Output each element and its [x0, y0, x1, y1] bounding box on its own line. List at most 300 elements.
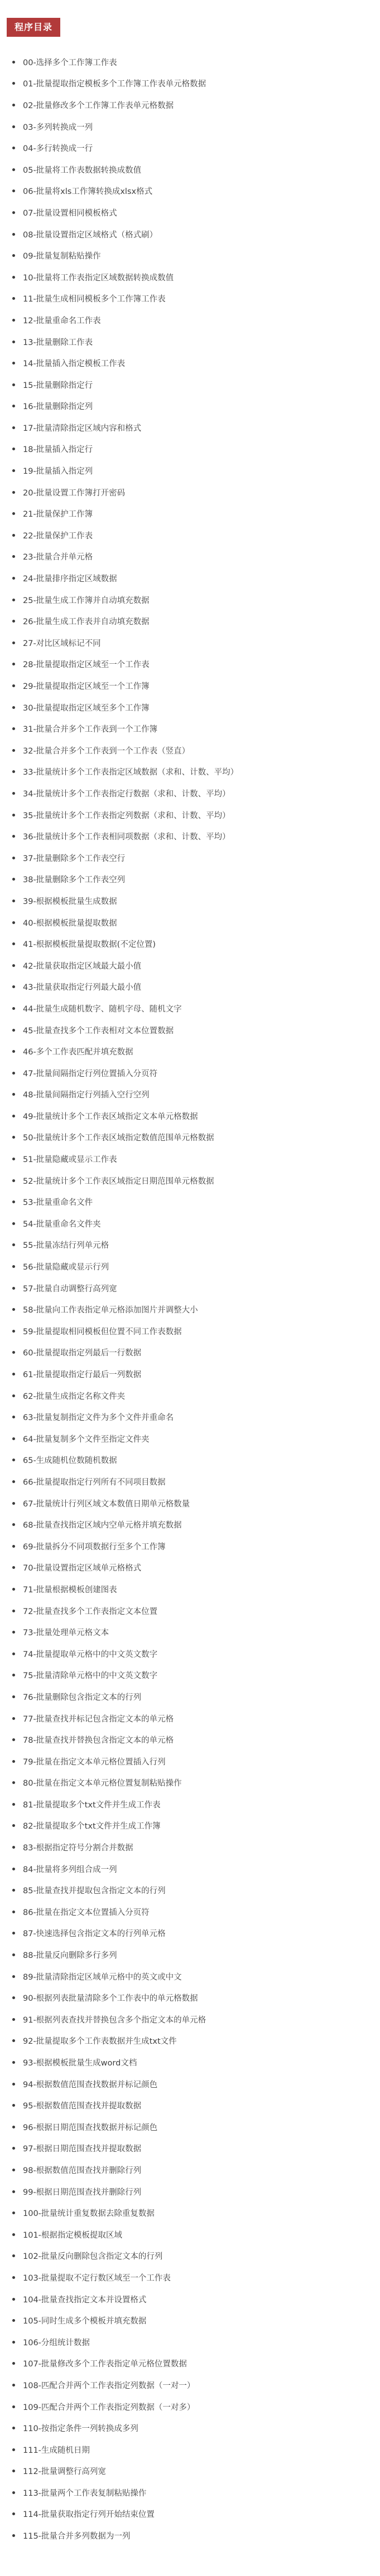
- toc-item-label: 67-批量统计行列区域文本数值日期单元格数量: [23, 1499, 190, 1509]
- toc-header: 程序目录: [7, 18, 60, 37]
- toc-item: [12, 503, 369, 524]
- toc-item-label: 59-批量提取相同模板但位置不同工作表数据: [23, 1327, 182, 1336]
- bullet-icon: [12, 900, 15, 902]
- toc-item: [12, 116, 369, 138]
- toc-item: [12, 2525, 369, 2546]
- bullet-icon: [12, 1222, 15, 1225]
- toc-item: [12, 1815, 369, 1837]
- toc-item: [12, 761, 369, 783]
- toc-item-label: 31-批量合并多个工作表到一个工作簿: [23, 725, 158, 735]
- bullet-icon: [12, 1330, 15, 1333]
- toc-item: [12, 1256, 369, 1277]
- toc-item: [12, 1858, 369, 1880]
- toc-item-label: 103-批量提取不定行数区域至一个工作表: [23, 2273, 171, 2283]
- bullet-icon: [12, 233, 15, 236]
- toc-item-label: 47-批量间隔指定行列位置插入分页符: [23, 1069, 158, 1078]
- bullet-icon: [12, 706, 15, 709]
- toc-item-label: 86-批量在指定文本位置插入分页符: [23, 1908, 150, 1917]
- toc-item: [12, 1578, 369, 1600]
- bullet-icon: [12, 2169, 15, 2171]
- bullet-icon: [12, 125, 15, 128]
- toc-item: [12, 654, 369, 675]
- toc-item: [12, 1643, 369, 1665]
- bullet-icon: [12, 147, 15, 149]
- toc-item-label: 22-批量保护工作表: [23, 531, 93, 541]
- toc-item: [12, 1944, 369, 1966]
- bullet-icon: [12, 1158, 15, 1160]
- toc-item: [12, 1213, 369, 1234]
- toc-item: [12, 1363, 369, 1385]
- bullet-icon: [12, 1631, 15, 1634]
- toc-item: [12, 2439, 369, 2461]
- toc-item: [12, 847, 369, 869]
- bullet-icon: [12, 1781, 15, 1784]
- toc-item-label: 18-批量插入指定行: [23, 445, 93, 455]
- toc-item: [12, 1127, 369, 1149]
- toc-item-label: 08-批量设置指定区域格式（格式刷）: [23, 230, 158, 240]
- bullet-icon: [12, 663, 15, 665]
- toc-item: [12, 1428, 369, 1450]
- bullet-icon: [12, 168, 15, 171]
- bullet-icon: [12, 942, 15, 945]
- toc-item-label: 105-同时生成多个模板并填充数据: [23, 2317, 147, 2326]
- toc-item: [12, 976, 369, 998]
- bullet-icon: [12, 1437, 15, 1440]
- toc-item: [12, 546, 369, 568]
- toc-item-label: 102-批量反向删除包含指定文本的行列: [23, 2252, 163, 2262]
- toc-item-label: 84-批量将多列组合成一列: [23, 1865, 117, 1874]
- bullet-icon: [12, 189, 15, 192]
- toc-item-label: 37-批量删除多个工作表空行: [23, 854, 126, 863]
- toc-item: [12, 2138, 369, 2160]
- toc-item: [12, 73, 369, 95]
- bullet-icon: [12, 1394, 15, 1397]
- toc-item: [12, 2310, 369, 2331]
- toc-item-label: 106-分组统计数据: [23, 2338, 90, 2347]
- toc-item-label: 38-批量删除多个工作表空列: [23, 876, 126, 885]
- toc-item-label: 113-批量两个工作表复制粘贴操作: [23, 2488, 147, 2498]
- bullet-icon: [12, 2212, 15, 2214]
- toc-item-label: 108-匹配合并两个工作表指定列数据（一对一）: [23, 2381, 195, 2390]
- toc-item-label: 73-批量处理单元格文本: [23, 1629, 109, 1638]
- toc-item: [12, 1708, 369, 1729]
- bullet-icon: [12, 426, 15, 429]
- bullet-icon: [12, 857, 15, 859]
- bullet-icon: [12, 512, 15, 515]
- toc-item: [12, 2482, 369, 2504]
- toc-item: [12, 1320, 369, 1342]
- bullet-icon: [12, 1007, 15, 1010]
- toc-item: [12, 632, 369, 654]
- bullet-icon: [12, 1868, 15, 1870]
- toc-item-label: 100-批量统计重复数据去除重复数据: [23, 2209, 155, 2219]
- toc-item: [12, 2009, 369, 2030]
- bullet-icon: [12, 1803, 15, 1806]
- bullet-icon: [12, 1717, 15, 1720]
- bullet-icon: [12, 1072, 15, 1075]
- toc-item-label: 77-批量查找并标记包含指定文本的单元格: [23, 1714, 174, 1724]
- toc-item: [12, 1342, 369, 1364]
- toc-item: [12, 2504, 369, 2525]
- bullet-icon: [12, 2384, 15, 2387]
- toc-item-label: 46-多个工作表匹配并填充数据: [23, 1048, 133, 1057]
- bullet-icon: [12, 1093, 15, 1096]
- toc-item: [12, 1557, 369, 1579]
- bullet-icon: [12, 1975, 15, 1978]
- bullet-icon: [12, 448, 15, 450]
- bullet-icon: [12, 1459, 15, 1461]
- toc-item-label: 21-批量保护工作簿: [23, 510, 93, 519]
- bullet-icon: [12, 2491, 15, 2494]
- toc-item: [12, 2073, 369, 2095]
- toc-item: [12, 1665, 369, 1686]
- toc-item-label: 11-批量生成相同模板多个工作簿工作表: [23, 295, 166, 304]
- toc-item-label: 88-批量反向删除多行多列: [23, 1951, 117, 1961]
- bullet-icon: [12, 491, 15, 494]
- toc-item-label: 52-批量统计多个工作表区域指定日期范围单元格数据: [23, 1177, 214, 1186]
- toc-item-label: 57-批量自动调整行高列宽: [23, 1284, 117, 1294]
- toc-item: [12, 137, 369, 159]
- toc-item-label: 39-根据模板批量生成数据: [23, 897, 117, 906]
- toc-item-label: 114-批量获取指定行列开始结束位置: [23, 2510, 155, 2520]
- bullet-icon: [12, 1287, 15, 1290]
- toc-item-label: 85-批量查找并提取包含指定文本的行列: [23, 1887, 166, 1896]
- toc-item-label: 97-根据日期范围查找并提取数据: [23, 2145, 142, 2154]
- bullet-icon: [12, 2126, 15, 2128]
- toc-item-label: 111-生成随机日期: [23, 2446, 90, 2455]
- bullet-icon: [12, 1674, 15, 1676]
- bullet-icon: [12, 362, 15, 364]
- toc-item: [12, 2052, 369, 2073]
- bullet-icon: [12, 1652, 15, 1655]
- toc-item: [12, 825, 369, 847]
- toc-item-label: 76-批量删除包含指定文本的行列: [23, 1693, 142, 1702]
- bullet-icon: [12, 319, 15, 322]
- toc-item: [12, 912, 369, 934]
- toc-item: [12, 2267, 369, 2288]
- bullet-icon: [12, 254, 15, 257]
- toc-item-label: 24-批量排序指定区域数据: [23, 575, 117, 584]
- bullet-icon: [12, 2448, 15, 2451]
- bullet-icon: [12, 2298, 15, 2301]
- toc-item: [12, 1170, 369, 1192]
- toc-item-label: 65-生成随机位数随机数据: [23, 1456, 117, 1466]
- toc-item: [12, 1019, 369, 1041]
- bullet-icon: [12, 2061, 15, 2064]
- toc-item: [12, 1901, 369, 1923]
- toc-item-label: 42-批量获取指定区域最大最小值: [23, 961, 142, 971]
- bullet-icon: [12, 2147, 15, 2150]
- toc-item: [12, 2353, 369, 2375]
- toc-item: [12, 1621, 369, 1643]
- bullet-icon: [12, 1760, 15, 1763]
- toc-item: [12, 1191, 369, 1213]
- bullet-icon: [12, 1846, 15, 1849]
- toc-item-label: 45-批量查找多个工作表相对文本位置数据: [23, 1026, 174, 1036]
- bullet-icon: [12, 1308, 15, 1311]
- toc-item-label: 01-批量提取指定模板多个工作簿工作表单元格数据: [23, 80, 206, 89]
- bullet-icon: [12, 1523, 15, 1526]
- toc-item: [12, 1879, 369, 1901]
- toc-item-label: 82-批量提取多个txt文件并生成工作簿: [23, 1822, 161, 1831]
- toc-item-label: 63-批量复制指定文件为多个文件并重命名: [23, 1413, 174, 1423]
- bullet-icon: [12, 2276, 15, 2279]
- bullet-icon: [12, 2427, 15, 2429]
- toc-item: [12, 2246, 369, 2267]
- toc-item-label: 36-批量统计多个工作表相同项数据（求和、计数、平均）: [23, 833, 230, 842]
- bullet-icon: [12, 2362, 15, 2365]
- bullet-icon: [12, 1200, 15, 1203]
- toc-item-label: 74-批量提取单元格中的中文英文数字: [23, 1650, 158, 1659]
- toc-item: [12, 2224, 369, 2246]
- toc-item-label: 15-批量删除指定行: [23, 381, 93, 390]
- toc-item-label: 95-根据数值范围查找并提取数据: [23, 2102, 142, 2111]
- toc-item-label: 78-批量查找并替换包含指定文本的单元格: [23, 1736, 174, 1746]
- toc-item-label: 112-批量调整行高列宽: [23, 2467, 106, 2477]
- bullet-icon: [12, 2039, 15, 2042]
- toc-item-label: 81-批量提取多个txt文件并生成工作表: [23, 1800, 161, 1810]
- toc-item-label: 68-批量查找指定区域内空单元格并填充数据: [23, 1521, 182, 1530]
- toc-item: [12, 2159, 369, 2181]
- bullet-icon: [12, 1265, 15, 1268]
- toc-item-label: 92-批量提取多个工作表数据并生成txt文件: [23, 2037, 177, 2047]
- bullet-icon: [12, 1115, 15, 1117]
- bullet-icon: [12, 2470, 15, 2472]
- toc-item-label: 20-批量设置工作簿打开密码: [23, 488, 126, 498]
- bullet-icon: [12, 1889, 15, 1892]
- bullet-icon: [12, 577, 15, 580]
- toc-item: [12, 202, 369, 223]
- toc-item: [12, 1836, 369, 1858]
- bullet-icon: [12, 1050, 15, 1053]
- toc-item-label: 99-根据日期范围查找并删除行列: [23, 2188, 142, 2197]
- bullet-icon: [12, 469, 15, 472]
- toc-item-label: 00-选择多个工作簿工作表: [23, 58, 117, 67]
- toc-item: [12, 266, 369, 288]
- toc-item: [12, 51, 369, 73]
- bullet-icon: [12, 297, 15, 300]
- toc-item-label: 49-批量统计多个工作表区域指定文本单元格数据: [23, 1112, 198, 1121]
- toc-item-label: 16-批量删除指定列: [23, 402, 93, 412]
- toc-item: [12, 1600, 369, 1622]
- toc-item-label: 101-根据指定模板提取区域: [23, 2230, 122, 2240]
- toc-item: [12, 374, 369, 396]
- bullet-icon: [12, 2233, 15, 2236]
- bullet-icon: [12, 2104, 15, 2107]
- toc-item-label: 70-批量设置指定区域单元格格式: [23, 1564, 142, 1573]
- bullet-icon: [12, 985, 15, 988]
- toc-item: [12, 1148, 369, 1170]
- bullet-icon: [12, 104, 15, 106]
- bullet-icon: [12, 878, 15, 881]
- toc-item: [12, 1299, 369, 1320]
- bullet-icon: [12, 2254, 15, 2257]
- toc-item-label: 23-批量合并单元格: [23, 553, 93, 562]
- toc-item-label: 35-批量统计多个工作表指定列数据（求和、计数、平均）: [23, 811, 230, 820]
- toc-item: [12, 697, 369, 718]
- toc-item: [12, 955, 369, 976]
- toc-item-label: 28-批量提取指定区域至一个工作表: [23, 660, 150, 670]
- bullet-icon: [12, 749, 15, 752]
- bullet-icon: [12, 2341, 15, 2344]
- toc-item-label: 80-批量在指定文本单元格位置复制粘贴操作: [23, 1779, 182, 1788]
- toc-item-label: 40-根据模板批量提取数据: [23, 918, 117, 928]
- toc-item: [12, 2181, 369, 2203]
- toc-item: [12, 804, 369, 826]
- bullet-icon: [12, 2083, 15, 2086]
- toc-item-label: 05-批量将工作表数据转换成数值: [23, 166, 142, 175]
- toc-item: [12, 2374, 369, 2396]
- bullet-icon: [12, 383, 15, 386]
- toc-item-label: 56-批量隐藏或显示行列: [23, 1263, 109, 1272]
- toc-item: [12, 2461, 369, 2482]
- toc-item: [12, 1514, 369, 1535]
- toc-item-label: 48-批量间隔指定行列插入空行空列: [23, 1091, 150, 1100]
- toc-item: [12, 1406, 369, 1428]
- toc-item-label: 04-多行转换成一行: [23, 144, 93, 154]
- toc-item: [12, 2030, 369, 2052]
- toc-item: [12, 1471, 369, 1493]
- bullet-icon: [12, 1738, 15, 1741]
- toc-item: [12, 740, 369, 761]
- toc-item-label: 30-批量提取指定区域至多个工作簿: [23, 703, 150, 713]
- bullet-icon: [12, 1911, 15, 1913]
- bullet-icon: [12, 405, 15, 407]
- toc-item-label: 32-批量合并多个工作表到一个工作表（竖直）: [23, 746, 190, 756]
- toc-item-label: 115-批量合并多列数据为一列: [23, 2532, 131, 2541]
- toc-item-label: 66-批量提取指定行列所有不同项目数据: [23, 1477, 166, 1487]
- bullet-icon: [12, 1179, 15, 1182]
- toc-item: [12, 1493, 369, 1514]
- bullet-icon: [12, 1996, 15, 1999]
- toc-item: [12, 417, 369, 439]
- bullet-icon: [12, 211, 15, 214]
- toc-item: [12, 1686, 369, 1708]
- toc-item-label: 60-批量提取指定列最后一行数据: [23, 1349, 142, 1358]
- toc-item: [12, 1729, 369, 1751]
- bullet-icon: [12, 1588, 15, 1591]
- toc-item-label: 02-批量修改多个工作簿工作表单元格数据: [23, 101, 174, 110]
- toc-item-label: 43-批量获取指定行列最大最小值: [23, 983, 142, 993]
- toc-item: [12, 396, 369, 417]
- toc-item: [12, 94, 369, 116]
- toc-item: [12, 1751, 369, 1772]
- toc-item: [12, 1385, 369, 1407]
- bullet-icon: [12, 620, 15, 623]
- bullet-icon: [12, 2190, 15, 2193]
- toc-item-label: 110-按指定条件一列转换成多列: [23, 2424, 138, 2434]
- toc-item: [12, 309, 369, 331]
- toc-item-label: 83-根据指定符号分割合并数据: [23, 1844, 133, 1853]
- toc-item-label: 69-批量拆分不同项数据行至多个工作簿: [23, 1542, 166, 1552]
- bullet-icon: [12, 2512, 15, 2515]
- toc-item: [12, 331, 369, 353]
- toc-item-label: 87-快速选择包含指定文本的行列单元格: [23, 1929, 166, 1939]
- toc-item-label: 96-根据日期范围查找数据并标记颜色: [23, 2123, 158, 2132]
- toc-item-label: 62-批量生成指定名称文件夹: [23, 1392, 126, 1401]
- toc-item-label: 03-多列转换成一列: [23, 123, 93, 132]
- toc-item: [12, 223, 369, 245]
- toc-item: [12, 2094, 369, 2116]
- toc-item-label: 109-匹配合并两个工作表指定列数据（一对多）: [23, 2403, 195, 2412]
- toc-item-label: 34-批量统计多个工作表指定行数据（求和、计数、平均）: [23, 789, 230, 799]
- toc-item-label: 71-批量根据模板创建图表: [23, 1585, 117, 1595]
- bullet-icon: [12, 61, 15, 64]
- toc-item: [12, 245, 369, 266]
- bullet-icon: [12, 1502, 15, 1505]
- toc-item: [12, 1041, 369, 1062]
- toc-item-label: 90-根据列表批量清除多个工作表中的单元格数据: [23, 1994, 198, 2004]
- bullet-icon: [12, 2534, 15, 2537]
- toc-item-label: 06-批量将xls工作簿转换成xlsx格式: [23, 187, 153, 197]
- bullet-icon: [12, 341, 15, 343]
- toc-item-label: 55-批量冻结行列单元格: [23, 1241, 109, 1251]
- toc-item-label: 10-批量将工作表指定区域数据转换成数值: [23, 273, 174, 283]
- toc-item: [12, 1105, 369, 1127]
- toc-item-label: 94-根据数值范围查找数据并标记颜色: [23, 2080, 158, 2089]
- bullet-icon: [12, 82, 15, 85]
- bullet-icon: [12, 1953, 15, 1956]
- bullet-icon: [12, 792, 15, 795]
- bullet-icon: [12, 1545, 15, 1548]
- toc-item: [12, 181, 369, 202]
- toc-item: [12, 2202, 369, 2224]
- toc-item-label: 33-批量统计多个工作表指定区域数据（求和、计数、平均）: [23, 768, 239, 777]
- bullet-icon: [12, 599, 15, 601]
- toc-item: [12, 439, 369, 460]
- bullet-icon: [12, 814, 15, 816]
- toc-item-label: 29-批量提取指定区域至一个工作簿: [23, 682, 150, 692]
- bullet-icon: [12, 1695, 15, 1698]
- bullet-icon: [12, 727, 15, 730]
- toc-item: [12, 610, 369, 632]
- bullet-icon: [12, 1351, 15, 1354]
- toc-item-label: 44-批量生成随机数字、随机字母、随机文字: [23, 1004, 182, 1014]
- toc-item-label: 54-批量重命名文件夹: [23, 1219, 101, 1229]
- toc-item: [12, 2288, 369, 2310]
- toc-item-label: 17-批量清除指定区域内容和格式: [23, 424, 142, 433]
- toc-item-label: 72-批量查找多个工作表指定文本位置: [23, 1607, 158, 1616]
- toc-item: [12, 2116, 369, 2138]
- toc-item: [12, 1450, 369, 1471]
- bullet-icon: [12, 1416, 15, 1418]
- toc-item: [12, 2331, 369, 2353]
- bullet-icon: [12, 1136, 15, 1139]
- toc-item-label: 91-根据列表查找并替换包含多个指定文本的单元格: [23, 2015, 206, 2025]
- bullet-icon: [12, 921, 15, 924]
- toc-item: [12, 1084, 369, 1106]
- toc-item-label: 93-根据模板批量生成word文档: [23, 2059, 137, 2068]
- bullet-icon: [12, 1932, 15, 1935]
- toc-item-label: 75-批量清除单元格中的中文英文数字: [23, 1671, 158, 1681]
- toc-item-label: 58-批量向工作表指定单元格添加图片并调整大小: [23, 1306, 198, 1315]
- toc-item-label: 98-根据数值范围查找并删除行列: [23, 2166, 142, 2175]
- toc-item-label: 61-批量提取指定行最后一列数据: [23, 1370, 142, 1380]
- toc-item-label: 79-批量在指定文本单元格位置插入行列: [23, 1757, 166, 1767]
- bullet-icon: [12, 964, 15, 967]
- toc-item-label: 41-根据模板批量提取数据(不定位置): [23, 940, 156, 950]
- toc-item-label: 53-批量重命名文件: [23, 1198, 93, 1208]
- bullet-icon: [12, 1480, 15, 1483]
- toc-item: [12, 1923, 369, 1945]
- toc-item-label: 107-批量修改多个工作表指定单元格位置数据: [23, 2360, 187, 2369]
- toc-item: [12, 1987, 369, 2009]
- toc-item: [12, 1966, 369, 1987]
- toc-item-label: 27-对比区域标记不同: [23, 639, 101, 648]
- toc-item: [12, 159, 369, 181]
- bullet-icon: [12, 641, 15, 644]
- bullet-icon: [12, 1373, 15, 1376]
